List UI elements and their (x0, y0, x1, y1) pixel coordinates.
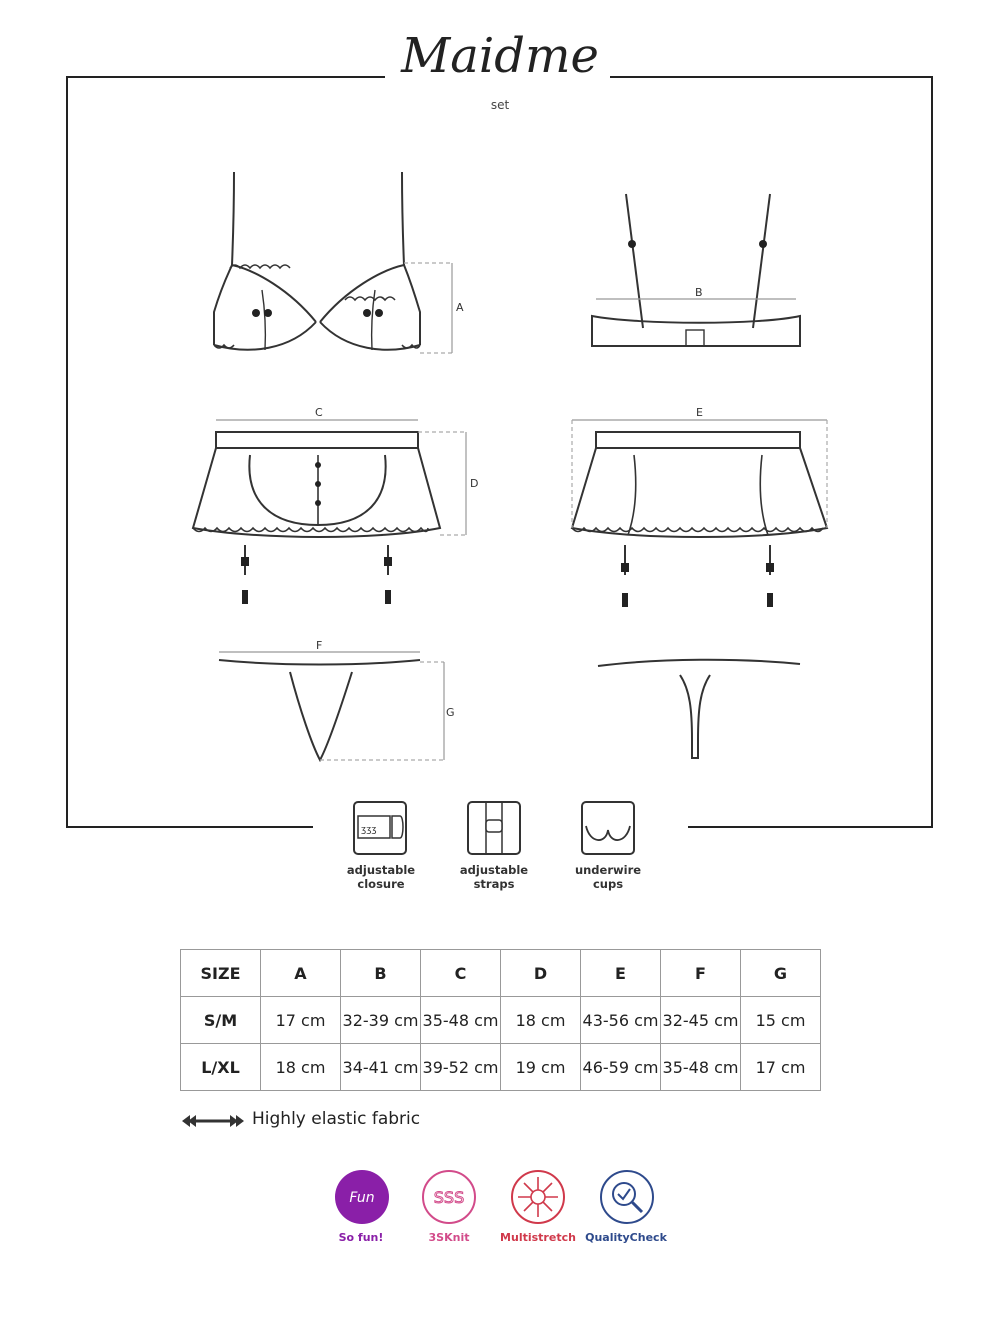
bra-front-drawing (214, 172, 420, 350)
measure-f-g (219, 652, 444, 760)
fun-icon (334, 1169, 390, 1225)
table-cell: 17 cm (261, 997, 341, 1044)
badge-label-fun: So fun! (338, 1231, 384, 1244)
garter-clip-icon (241, 462, 392, 604)
table-header-row (181, 950, 821, 997)
table-header-cell: F (661, 950, 741, 997)
bra-bow-icon (252, 309, 383, 317)
table-header-cell: D (501, 950, 581, 997)
table-cell: L/XL (181, 1044, 261, 1091)
table-cell: 43-56 cm (581, 997, 661, 1044)
table-cell: 15 cm (741, 997, 821, 1044)
table-cell: 18 cm (501, 997, 581, 1044)
skirt-back-drawing (572, 432, 827, 575)
badge-label-multistretch: Multistretch (500, 1231, 576, 1244)
measure-c-d (216, 420, 466, 535)
label-d: D (470, 477, 479, 490)
measure-a (404, 263, 452, 353)
feature-adjustable-straps: adjustable straps (459, 863, 529, 891)
garter-clip-back-icon (621, 563, 774, 607)
table-cell: 46-59 cm (581, 1044, 661, 1091)
svg-text:ʒʒʒ: ʒʒʒ (361, 825, 377, 835)
label-c: C (315, 406, 323, 419)
size-table (180, 949, 821, 1091)
badge-label-qualitycheck: QualityCheck (585, 1231, 667, 1244)
table-header-cell: B (341, 950, 421, 997)
table-header-cell: E (581, 950, 661, 997)
elastic-arrow-icon (180, 1113, 246, 1129)
badge-label-3sknit: 3SKnit (428, 1231, 470, 1244)
adjustable-closure-icon (352, 800, 408, 856)
table-cell: 39-52 cm (421, 1044, 501, 1091)
table-cell: 18 cm (261, 1044, 341, 1091)
label-a: A (456, 301, 464, 314)
table-header-cell: A (261, 950, 341, 997)
table-row (181, 997, 821, 1044)
qualitycheck-icon (599, 1169, 655, 1225)
table-cell: S/M (181, 997, 261, 1044)
table-header-cell: SIZE (181, 950, 261, 997)
underwire-cups-icon (580, 800, 636, 856)
svg-text:SSS: SSS (433, 1188, 465, 1207)
table-cell: 32-45 cm (661, 997, 741, 1044)
table-cell: 34-41 cm (341, 1044, 421, 1091)
table-header-cell: C (421, 950, 501, 997)
strap-slider-icon (628, 240, 767, 248)
bra-back-drawing (592, 194, 800, 346)
table-cell: 19 cm (501, 1044, 581, 1091)
table-cell: 32-39 cm (341, 997, 421, 1044)
thong-back-drawing (598, 660, 800, 758)
3sknit-icon (421, 1169, 477, 1225)
label-b: B (695, 286, 703, 299)
label-e: E (696, 406, 703, 419)
feature-adjustable-closure: adjustable closure (346, 863, 416, 891)
table-cell: 35-48 cm (661, 1044, 741, 1091)
elastic-note: Highly elastic fabric (252, 1109, 421, 1129)
feature-underwire-cups: underwire cups (574, 863, 642, 891)
product-subtitle: set (490, 98, 510, 112)
label-f: F (316, 639, 323, 652)
measure-e (572, 420, 827, 528)
svg-text:Fun: Fun (349, 1190, 375, 1206)
label-g: G (446, 706, 455, 719)
table-cell: 35-48 cm (421, 997, 501, 1044)
table-row (181, 1044, 821, 1091)
table-header-cell: G (741, 950, 821, 997)
table-cell: 17 cm (741, 1044, 821, 1091)
product-title: Maidme (401, 28, 599, 84)
thong-front-drawing (219, 660, 420, 760)
multistretch-icon (510, 1169, 566, 1225)
adjustable-straps-icon (466, 800, 522, 856)
